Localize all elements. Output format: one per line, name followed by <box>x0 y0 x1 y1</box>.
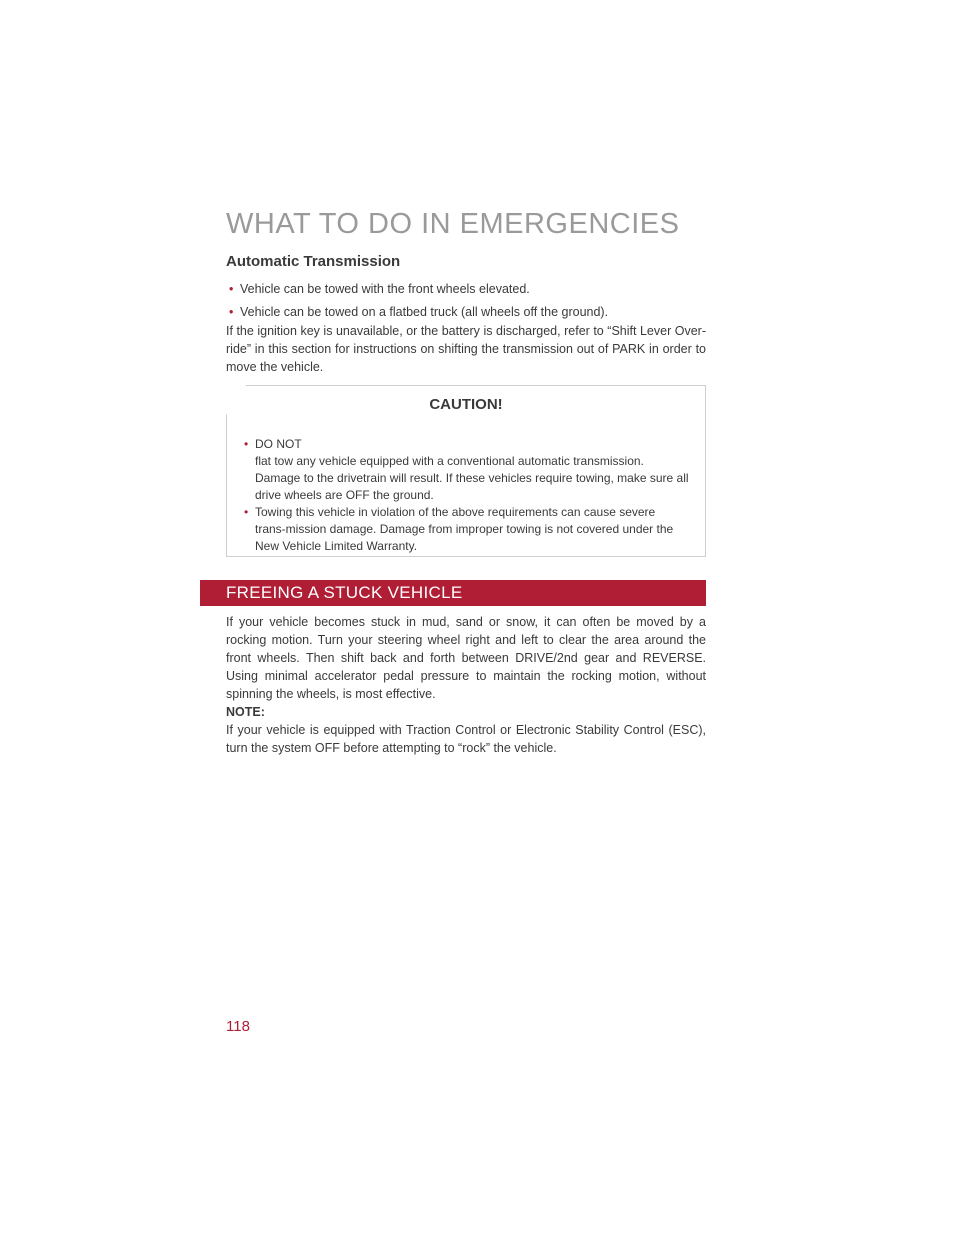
bullet-text: Vehicle can be towed with the front wheels elevated. <box>240 282 530 296</box>
ignition-key-paragraph: If the ignition key is unavailable, or the battery is discharged, refer to “Shift Lever Over-ride” in this section for instructions on shifting the transmission out of PARK in order to move the vehicle. <box>226 324 706 374</box>
list-item <box>241 436 689 504</box>
freeing-paragraph: If your vehicle becomes stuck in mud, sand or snow, it can often be moved by a rocking motion. Turn your steering wheel right and left to clear the area around the front wheels. Then shift back and forth between DRIVE/2nd gear and REVERSE. Using minimal accelerator pedal pressure to maintain the rocking motion, without spinning the wheels, is most effective. <box>226 615 706 701</box>
caution-text: Towing this vehicle in violation of the above requirements can cause severe trans-mission damage. Damage from improper towing is not covered under the New Vehicle Limited Warranty. <box>255 505 674 553</box>
caution-box <box>226 385 706 557</box>
bullet-icon: • <box>229 305 234 319</box>
caution-text: flat tow any vehicle equipped with a conventional automatic transmission. Damage to the drivetrain will result. If these vehicles require towing, make sure all drive wheels are OFF the ground. <box>255 454 689 502</box>
bullet-icon: • <box>244 505 249 519</box>
towing-bullet-list <box>226 280 706 326</box>
note-text: If your vehicle is equipped with Traction Control or Electronic Stability Control (ESC), turn the system OFF before attempting to “rock” the vehicle. <box>226 723 706 755</box>
section-banner <box>200 580 706 606</box>
caution-title: CAUTION! <box>429 396 503 413</box>
bullet-text: Vehicle can be towed on a flatbed truck (all wheels off the ground). <box>240 305 609 319</box>
caution-corner-cut <box>226 385 246 415</box>
note-label: NOTE: <box>226 705 265 719</box>
automatic-transmission-heading: Automatic Transmission <box>226 253 401 270</box>
caution-lead: DO NOT <box>255 437 302 451</box>
page-number: 118 <box>226 1018 250 1035</box>
caution-list <box>241 436 689 555</box>
bullet-icon: • <box>229 282 234 296</box>
list-item <box>226 280 706 298</box>
section-title: WHAT TO DO IN EMERGENCIES <box>226 208 680 240</box>
list-item <box>226 303 706 321</box>
banner-title: FREEING A STUCK VEHICLE <box>226 583 463 602</box>
bullet-icon: • <box>244 437 249 451</box>
list-item <box>241 504 689 555</box>
